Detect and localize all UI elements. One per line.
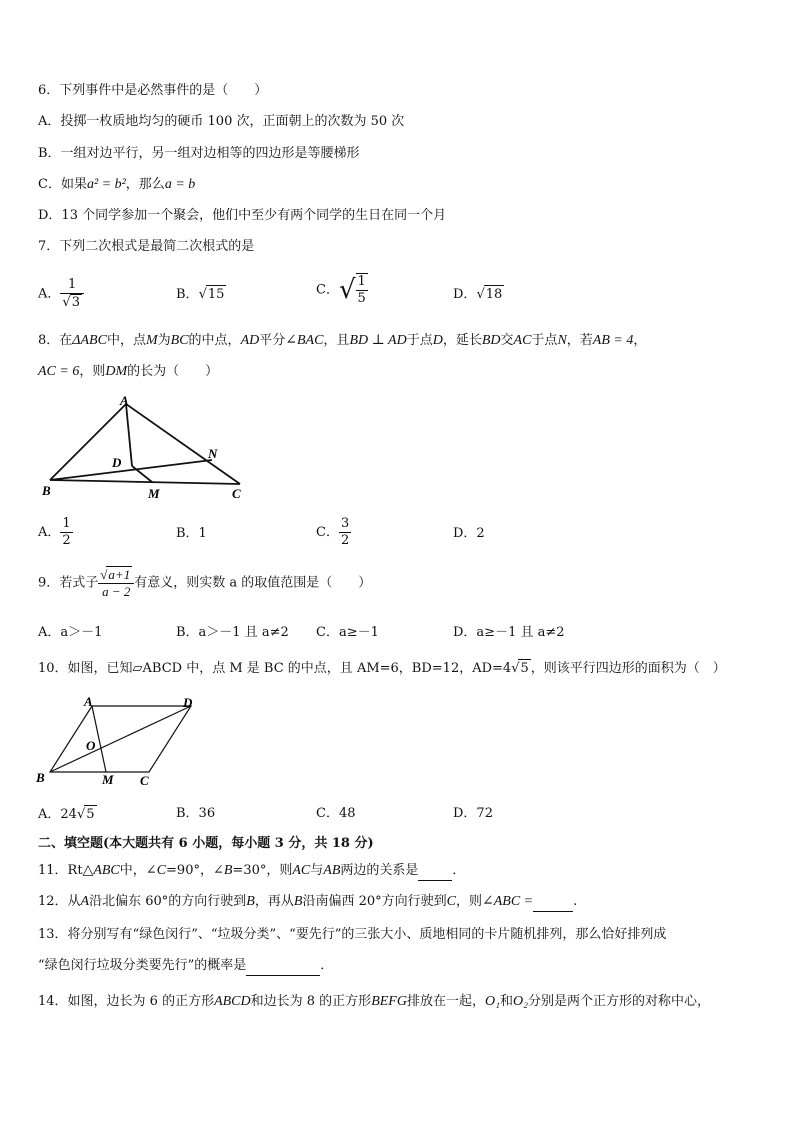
q10-label-c: C bbox=[140, 773, 149, 788]
q14-stem: 14．如图，边长为 6 的正方形ABCD和边长为 8 的正方形BEFG排放在一起，O₁和O₂分别是两个正方形的对称中心， bbox=[38, 994, 710, 1009]
q10-stem: 10．如图，已知▱ABCD 中，点 M 是 BC 的中点，且 AM=6，BD=12，AD=4√5 ，则该平行四边形的面积为（ ） bbox=[38, 661, 726, 676]
q7-stem: 7．下列二次根式是最简二次根式的是 bbox=[38, 239, 255, 254]
q7-a-fraction: $\frac{1}{√3}$ bbox=[60, 277, 84, 311]
q10-label-b: B bbox=[36, 770, 45, 785]
q6-option-b: B．一组对边平行，另一组对边相等的四边形是等腰梯形 bbox=[38, 146, 360, 161]
q8-label-b: B bbox=[42, 483, 51, 498]
q8-side-ac bbox=[126, 404, 240, 484]
q8-triangle-figure bbox=[40, 392, 255, 504]
q8-option-d: D．2 bbox=[453, 526, 485, 541]
q12-stem: 12．从A沿北偏东 60°的方向行驶到B，再从B沿南偏西 20°方向行驶到C，则∠ABC = . bbox=[38, 893, 577, 912]
q6-option-c: C．如果a² = b²，那么a = b bbox=[38, 177, 196, 192]
q8-label-n: N bbox=[208, 446, 218, 461]
q8-label-d: D bbox=[112, 455, 122, 470]
q10-option-d: D．72 bbox=[453, 806, 493, 821]
q8-label-c: C bbox=[232, 486, 241, 501]
q6-option-d: D．13 个同学参加一个聚会，他们中至少有两个同学的生日在同一个月 bbox=[38, 208, 447, 223]
q9-option-a: A．a＞－1 bbox=[38, 625, 103, 640]
q8-stem-line-2: AC = 6，则DM的长为（ ） bbox=[38, 364, 219, 379]
q6-c-equation-1: a² = b² bbox=[86, 177, 126, 192]
q8-option-c: C． $\frac{3}{2}$ bbox=[316, 516, 350, 548]
q10-option-a: A．24√5 bbox=[38, 807, 95, 822]
q8-segment-ad bbox=[126, 404, 132, 466]
q8-option-b: B．1 bbox=[176, 526, 207, 541]
q13-answer-blank[interactable] bbox=[246, 957, 320, 976]
q13-stem-line-2: “绿色闵行垃圾分类要先行”的概率是 ． bbox=[38, 957, 333, 976]
q6-stem: 6．下列事件中是必然事件的是（ ） bbox=[38, 83, 268, 98]
q13-stem-line-1: 13．将分别写有“绿色闵行”、“垃圾分类”、“要先行”的三张大小、质地相同的卡片随机排列，那么恰好排列成 bbox=[38, 927, 667, 942]
q10-label-m: M bbox=[102, 772, 114, 787]
q10-label-o: O bbox=[86, 738, 96, 753]
q8-stem-line-1: 8．在ΔABC中，点M为BC的中点，AD平分∠BAC，且BD ⊥ AD于点D，延长BD交AC于点N，若AB = 4， bbox=[38, 333, 647, 348]
q7-option-d: D．√18 bbox=[453, 287, 503, 302]
q7-c-fraction: $\frac{1}{5}$ bbox=[357, 274, 366, 306]
q6-option-a: A．投掷一枚质地均匀的硬币 100 次，正面朝上的次数为 50 次 bbox=[38, 114, 405, 129]
q8-label-a: A bbox=[120, 393, 129, 408]
q7-option-c: C．√ $\frac{1}{5}$ bbox=[316, 274, 366, 306]
q8-side-bc bbox=[50, 480, 240, 484]
q9-option-c: C．a≥－1 bbox=[316, 625, 379, 640]
q10-option-b: B．36 bbox=[176, 806, 216, 821]
q9-option-b: B．a＞－1 且 a≠2 bbox=[176, 625, 289, 640]
q10-label-d: D bbox=[183, 695, 193, 710]
q10-option-c: C．48 bbox=[316, 806, 356, 821]
q10-parallelogram-figure bbox=[36, 694, 206, 789]
section-2-heading: 二、填空题(本大题共有 6 小题，每小题 3 分，共 18 分) bbox=[38, 836, 374, 851]
q8-label-m: M bbox=[148, 486, 160, 501]
q9-option-d: D．a≥－1 且 a≠2 bbox=[453, 625, 565, 640]
q7-option-a: A． $\frac{1}{√3}$ bbox=[38, 277, 84, 311]
q11-stem: 11．Rt△ABC中，∠C=90°，∠B=30°，则AC与AB两边的关系是 ． bbox=[38, 862, 465, 881]
q11-answer-blank[interactable] bbox=[418, 862, 452, 881]
q10-label-a: A bbox=[84, 694, 93, 709]
q9-stem: 9．若式子 $\frac{√a+1}{a - 2}$ 有意义，则实数 a 的取值范围是（ ） bbox=[38, 567, 372, 599]
q8-option-a: A． $\frac{1}{2}$ bbox=[38, 516, 71, 548]
q12-answer-blank[interactable] bbox=[533, 893, 573, 912]
q7-option-b: B．√15 bbox=[176, 287, 225, 302]
q6-c-equation-2: a = b bbox=[164, 177, 196, 192]
